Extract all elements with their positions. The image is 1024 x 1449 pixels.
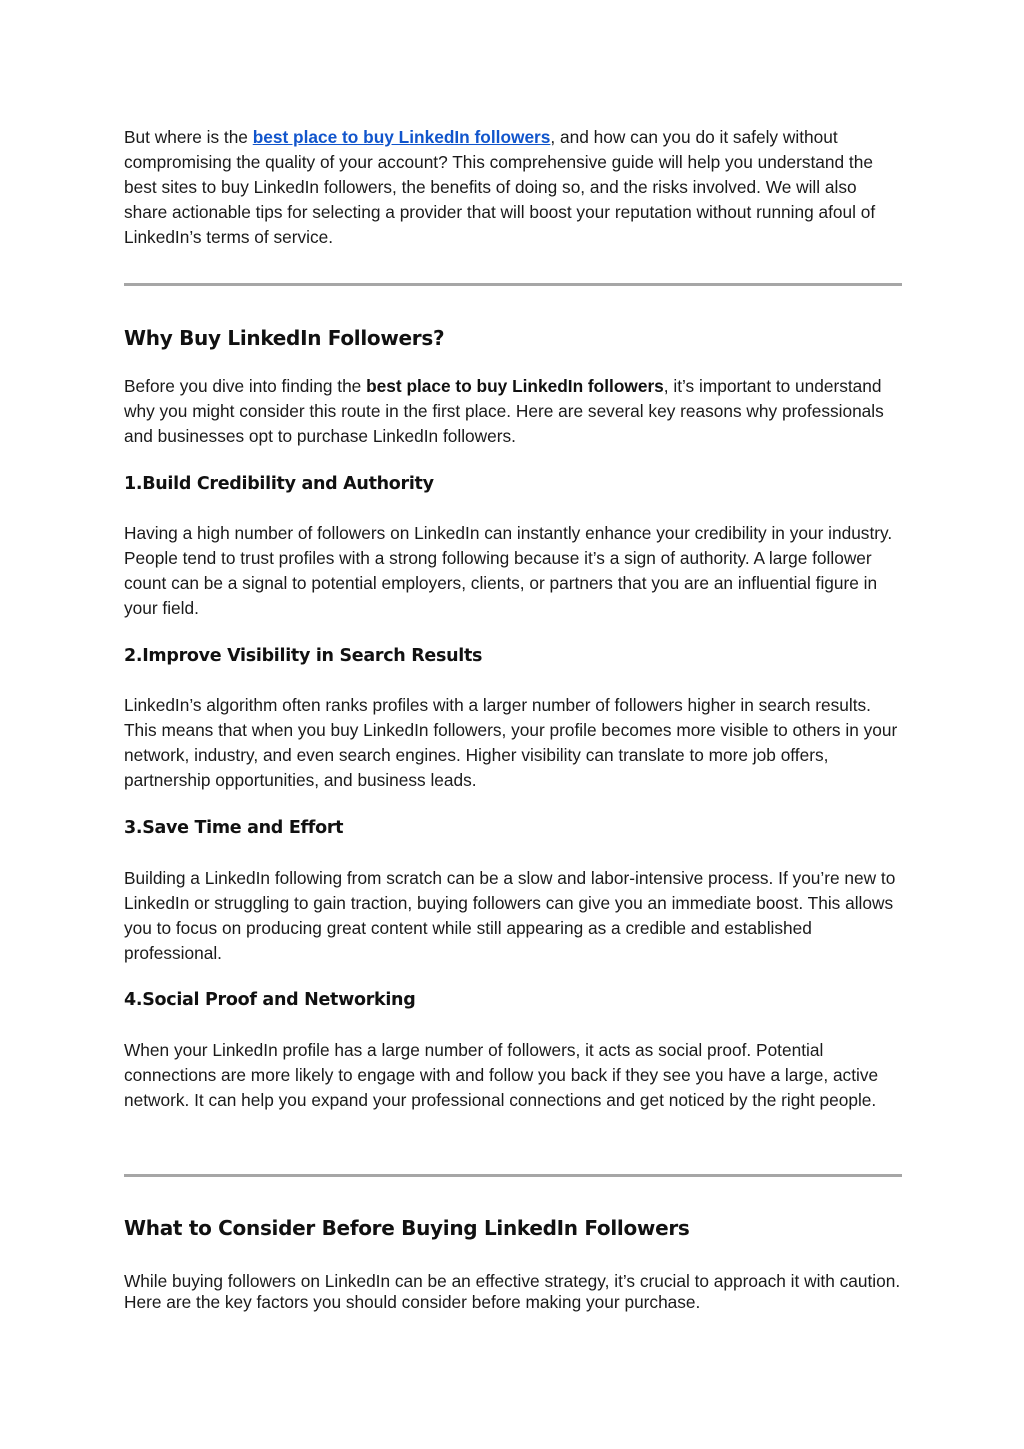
section-title-why: Why Buy LinkedIn Followers? <box>124 326 445 350</box>
reason-body: Building a LinkedIn following from scratch can be a slow and labor-intensive process. If you’re new to LinkedIn or struggling to gain traction, buying followers can give you an immediate boost. This allows you to focus on producing great content while still appearing as a credible and established professional. <box>124 868 896 963</box>
why-bold-phrase: best place to buy LinkedIn followers <box>366 376 664 396</box>
reason-title: 2.Improve Visibility in Search Results <box>124 646 483 666</box>
intro-text-rest: , and how can you do it safely without compromising the quality of your account? This comprehensive guide will help you understand the best sites to buy LinkedIn followers, the benefits of doing so, and the risks involved. We will also share actionable tips for selecting a provider that will boost your reputation without running afoul of LinkedIn’s terms of service. <box>124 127 876 247</box>
intro-paragraph <box>124 125 902 250</box>
intro-text-start: But where is the <box>124 127 253 147</box>
reason-title: 3.Save Time and Effort <box>124 818 344 838</box>
consider-paragraph: While buying followers on LinkedIn can be an effective strategy, it’s crucial to approach it with caution. Here are the key factors you should consider before making your purchase. <box>124 1271 901 1312</box>
why-text-rest: , it’s important to understand why you might consider this route in the first place. Here are several key reasons why professionals and businesses opt to purchase LinkedIn followers. <box>124 376 884 446</box>
why-text-start: Before you dive into finding the <box>124 376 367 396</box>
reason-body: When your LinkedIn profile has a large number of followers, it acts as social proof. Potential connections are more likely to engage with and follow you back if they see you have a large, active network. It can help you expand your professional connections and get noticed by the right people. <box>124 1040 879 1110</box>
reason-body: Having a high number of followers on LinkedIn can instantly enhance your credibility in your industry. People tend to trust profiles with a strong following because it’s a sign of authority. A large follower count can be a signal to potential employers, clients, or partners that you are an influential figure in your field. <box>124 523 893 618</box>
reason-title: 1.Build Credibility and Authority <box>124 474 434 494</box>
best-place-link[interactable]: best place to buy LinkedIn followers <box>252 127 551 147</box>
section-title-consider: What to Consider Before Buying LinkedIn Followers <box>124 1216 690 1240</box>
reason-title: 4.Social Proof and Networking <box>124 990 416 1010</box>
section-divider <box>124 283 902 286</box>
why-paragraph <box>124 374 902 449</box>
reason-body: LinkedIn’s algorithm often ranks profiles with a larger number of followers higher in search results. This means that when you buy LinkedIn followers, your profile becomes more visible to others in your network, industry, and even search engines. Higher visibility can translate to more job offers, partnership opportunities, and business leads. <box>124 695 898 790</box>
section-divider <box>124 1174 902 1177</box>
